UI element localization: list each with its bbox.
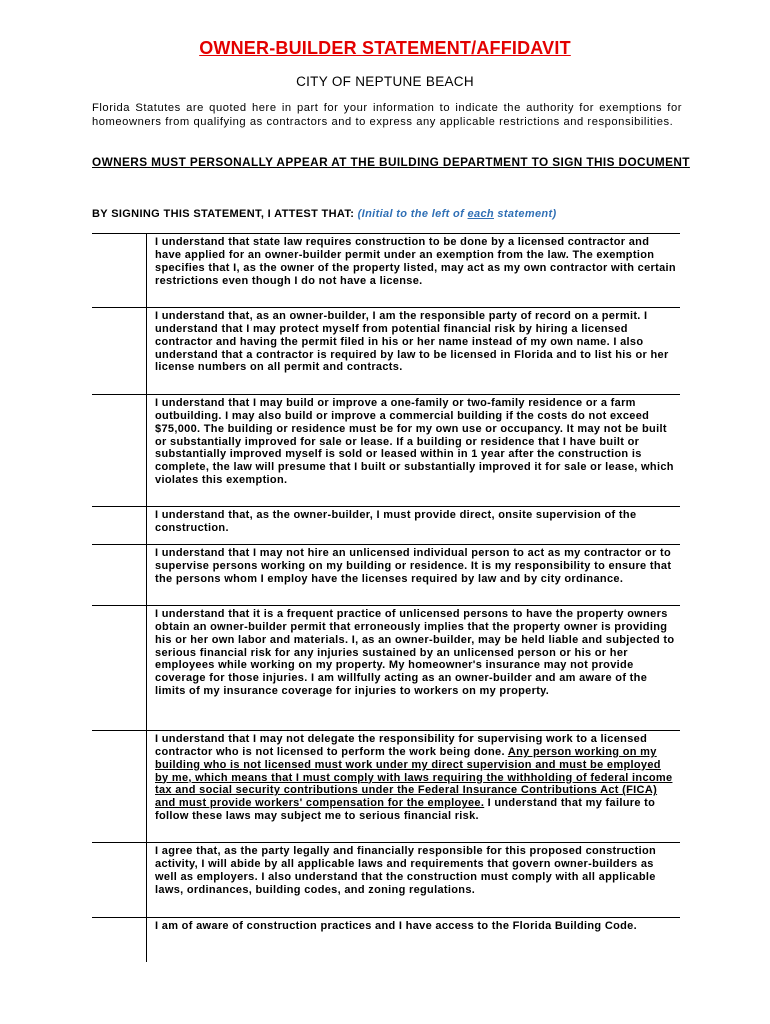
initial-box[interactable] xyxy=(92,395,147,506)
attest-lead: BY SIGNING THIS STATEMENT, I ATTEST THAT: xyxy=(92,208,358,220)
intro-paragraph: Florida Statutes are quoted here in part for your information to indicate the authority for exemptions for homeowners from qualifying as contractors and to express any applicable restrictions and responsibilities. xyxy=(92,102,682,128)
statement-row xyxy=(92,308,680,395)
statement-text: I understand that state law requires construction to be done by a licensed contractor and have applied for an owner-builder permit under an exemption from the law. The exemption specifies that I, as the owner of the property listed, may act as my own contractor with certain restrictions even though I do not have a license. xyxy=(155,236,676,287)
initial-box[interactable] xyxy=(92,234,147,307)
statement-text: I understand that it is a frequent practice of unlicensed persons to have the property owners obtain an owner-builder permit that erroneously implies that the property owner is providing his or her own labor and materials. I, as an owner-builder, may be held liable and subjected to serious financial risk for any injuries sustained by an unlicensed person or his or her employees while working on my property. My homeowner's insurance may not provide coverage for those injuries. I am willfully acting as an owner-builder and am aware of the limits of my insurance coverage for injuries to workers on my property. xyxy=(155,608,675,698)
statement-table xyxy=(92,233,680,962)
statement-text: I understand that, as an owner-builder, I am the responsible party of record on a permit. I understand that I may protect myself from potential financial risk by hiring a licensed contractor and having the permit filed in his or her name instead of my own name. I also understand that a contractor is required by law to be licensed in Florida and to list his or her license numbers on all permit and contracts. xyxy=(155,310,669,374)
initial-box[interactable] xyxy=(92,507,147,544)
initial-instruction: (Initial to the left of each statement) xyxy=(357,208,557,220)
city-name: CITY OF NEPTUNE BEACH xyxy=(296,74,474,89)
statement-row xyxy=(92,234,680,308)
statement-text: I agree that, as the party legally and financially responsible for this proposed construction activity, I will abide by all applicable laws and requirements that govern owner-builders as well as employers. I also understand that the construction must comply with all applicable laws, ordinances, building codes, and zoning regulations. xyxy=(155,845,657,896)
statement-text: I understand that I may build or improve a one-family or two-family residence or a farm outbuilding. I may also build or improve a commercial building if the costs do not exceed $75,000. The building or residence must be for my own use or occupancy. It may not be built or substantially improved for sale or lease. If a building or residence that I have built or substantially improved myself is sold or leased within in 1 year after the construction is complete, the law will presume that I built or substantially improved it for sale or lease, which violates this exemption. xyxy=(155,397,674,487)
initial-box[interactable] xyxy=(92,545,147,605)
attest-line xyxy=(92,208,692,220)
document-title: OWNER-BUILDER STATEMENT/AFFIDAVIT xyxy=(199,38,571,58)
initial-box[interactable] xyxy=(92,843,147,917)
statement-row xyxy=(92,731,680,843)
initial-box[interactable] xyxy=(92,731,147,842)
statement-text: I understand that, as the owner-builder, I must provide direct, onsite supervision of the construction. xyxy=(155,509,637,534)
statement-row xyxy=(92,843,680,918)
statement-text: I am of aware of construction practices and I have access to the Florida Building Code. xyxy=(155,920,637,932)
statement-row xyxy=(92,606,680,731)
underlined-clause: Any person working on my building who is not licensed must work under my direct supervision and must be employed by me, which means that I must comply with laws requiring the withholding of federal income tax and social security contributions under the Federal Insurance Contributions Act (FICA) and must provide workers' compensation for the employee. xyxy=(155,745,673,810)
statement-row xyxy=(92,395,680,507)
statement-row xyxy=(92,918,680,962)
statement-row xyxy=(92,507,680,545)
statement-text: I understand that I may not delegate the responsibility for supervising work to a licensed contractor who is not licensed to perform the work being done. Any person working on my building who is not licensed must work under my direct supervision and must be employed by me, which means that I must comply with laws requiring the withholding of federal income tax and social security contributions under the Federal Insurance Contributions Act (FICA) and must provide workers' compensation for the employee. I understand that my failure to follow these laws may subject me to serious financial risk. xyxy=(155,733,673,823)
appearance-notice: OWNERS MUST PERSONALLY APPEAR AT THE BUILDING DEPARTMENT TO SIGN THIS DOCUMENT xyxy=(92,155,690,169)
statement-row xyxy=(92,545,680,606)
initial-box[interactable] xyxy=(92,918,147,962)
initial-box[interactable] xyxy=(92,308,147,394)
initial-box[interactable] xyxy=(92,606,147,730)
statement-text: I understand that I may not hire an unlicensed individual person to act as my contractor or to supervise persons working on my building or residence. It is my responsibility to ensure that the persons whom I employ have the licenses required by law and by city ordinance. xyxy=(155,547,672,585)
